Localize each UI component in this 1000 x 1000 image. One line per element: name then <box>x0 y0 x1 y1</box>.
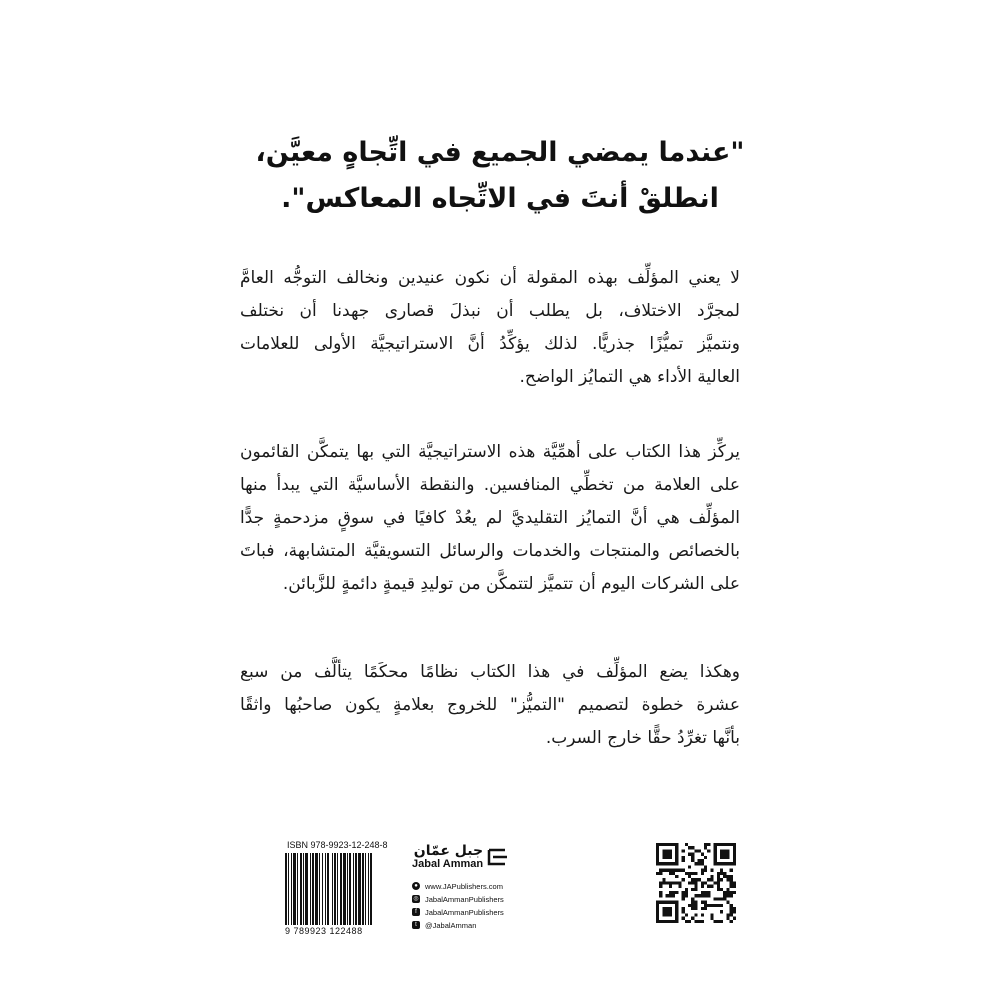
publisher-contacts <box>412 880 552 931</box>
contact-text: www.JAPublishers.com <box>425 881 503 891</box>
contact-text: JabalAmmanPublishers <box>425 907 504 917</box>
cover-quote <box>140 130 860 222</box>
text-line: وهكذا يضع المؤلِّف في هذا الكتاب نظامًا محكَمًا يتألَّف من سبع <box>240 662 740 682</box>
quote-line: "عندما يمضي الجميع في اتِّجاهٍ معيَّن، <box>255 137 745 168</box>
text-line: لا يعني المؤلِّف بهذه المقولة أن نكون عنيدين ونخالف التوجُّه العامَّ <box>240 268 740 288</box>
publisher-name-en: Jabal Amman <box>412 858 484 870</box>
text-line: على العلامة من تخطِّي المنافسين. والنقطة الأساسيَّة التي يبدأ منها <box>240 475 740 495</box>
text-line: عشرة خطوة لتصميم "التميُّز" للخروج بعلامةٍ يكون صاحبُها واثقًا <box>240 695 740 715</box>
paragraph-2 <box>240 436 740 601</box>
text-line: يركِّز هذا الكتاب على أهمِّيَّة هذه الاستراتيجيَّة التي بها يتمكَّن القائمون <box>240 442 740 462</box>
text-line: المؤلِّف هي أنَّ التمايُز التقليديَّ لم يعُدْ كافيًا في سوقٍ مزدحمةٍ جدًّا <box>240 508 740 528</box>
quote-line: انطلقْ أنتَ في الاتِّجاه المعاكس". <box>281 183 719 214</box>
contact-text: JabalAmmanPublishers <box>425 894 504 904</box>
contact-twitter[interactable] <box>412 919 552 931</box>
contact-instagram[interactable] <box>412 893 552 905</box>
isbn-label: ISBN 978-9923-12-248-8 <box>287 840 388 850</box>
isbn-barcode <box>283 840 395 940</box>
publisher-logo <box>412 842 552 872</box>
twitter-icon: t <box>412 921 420 929</box>
text-line: بأنَّها تغرِّدُ حقًّا خارج السرب. <box>545 728 740 748</box>
qr-code-icon[interactable] <box>656 843 736 923</box>
text-line: ونتميَّز تميُّزًا جذريًّا. لذلك يؤكِّدُ أنَّ الاستراتيجيَّة الأولى للعلامات <box>240 334 740 354</box>
paragraph-3 <box>240 656 740 755</box>
publisher-block <box>412 842 552 932</box>
text-line: لمجرَّد الاختلاف، بل يطلب أن نبذلَ قصارى جهدنا أن نختلف <box>240 301 740 321</box>
text-line: العالية الأداء هي التمايُز الواضح. <box>519 367 740 387</box>
publisher-logo-icon <box>487 846 509 868</box>
globe-icon: ● <box>412 882 420 890</box>
barcode-icon <box>283 853 391 925</box>
publisher-name-ar: جبل عمّان <box>413 843 484 859</box>
instagram-icon: ◎ <box>413 896 419 902</box>
barcode-digits: 9 789923 122488 <box>285 926 363 936</box>
contact-website[interactable] <box>412 880 552 892</box>
facebook-icon: f <box>412 908 420 916</box>
text-line: على الشركات اليوم أن تتميَّز لتتمكَّن من توليدِ قيمةٍ دائمةٍ للزَّبائن. <box>282 574 740 594</box>
contact-facebook[interactable] <box>412 906 552 918</box>
contact-text: @JabalAmman <box>425 920 477 930</box>
paragraph-1 <box>240 262 740 394</box>
text-line: بالخصائص والمنتجات والخدمات والرسائل التسويقيَّة المتشابهة، فباتَ <box>240 541 740 561</box>
